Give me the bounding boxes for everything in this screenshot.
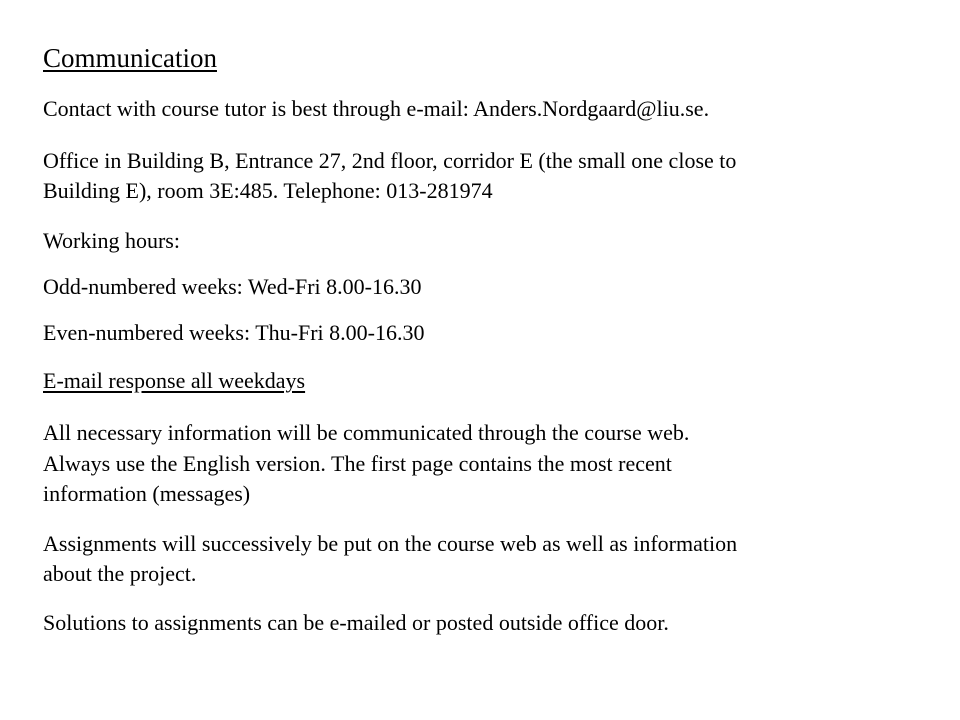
email-response-text: E-mail response all weekdays bbox=[43, 368, 306, 393]
office-text-line-1: Office in Building B, Entrance 27, 2nd floor, corridor E (the small one close to bbox=[43, 148, 737, 173]
solutions-text: Solutions to assignments can be e-mailed or posted outside office door. bbox=[43, 610, 669, 635]
even-weeks-text: Even-numbered weeks: Thu-Fri 8.00-16.30 bbox=[43, 320, 425, 345]
slide-title: Communication bbox=[43, 43, 217, 73]
assignments-text-line-2: about the project. bbox=[43, 561, 197, 586]
assignments-text-line-1: Assignments will successively be put on the course web as well as information bbox=[43, 531, 738, 556]
office-text-line-2: Building E), room 3E:485. Telephone: 013-281974 bbox=[43, 178, 493, 203]
info-text-line-3: information (messages) bbox=[43, 481, 251, 506]
info-text-line-2: Always use the English version. The first page contains the most recent bbox=[43, 451, 672, 476]
contact-text: Contact with course tutor is best through e-mail: Anders.Nordgaard@liu.se. bbox=[43, 96, 710, 121]
info-text-line-1: All necessary information will be communicated through the course web. bbox=[43, 420, 690, 445]
working-hours-label: Working hours: bbox=[43, 228, 180, 253]
odd-weeks-text: Odd-numbered weeks: Wed-Fri 8.00-16.30 bbox=[43, 274, 422, 299]
